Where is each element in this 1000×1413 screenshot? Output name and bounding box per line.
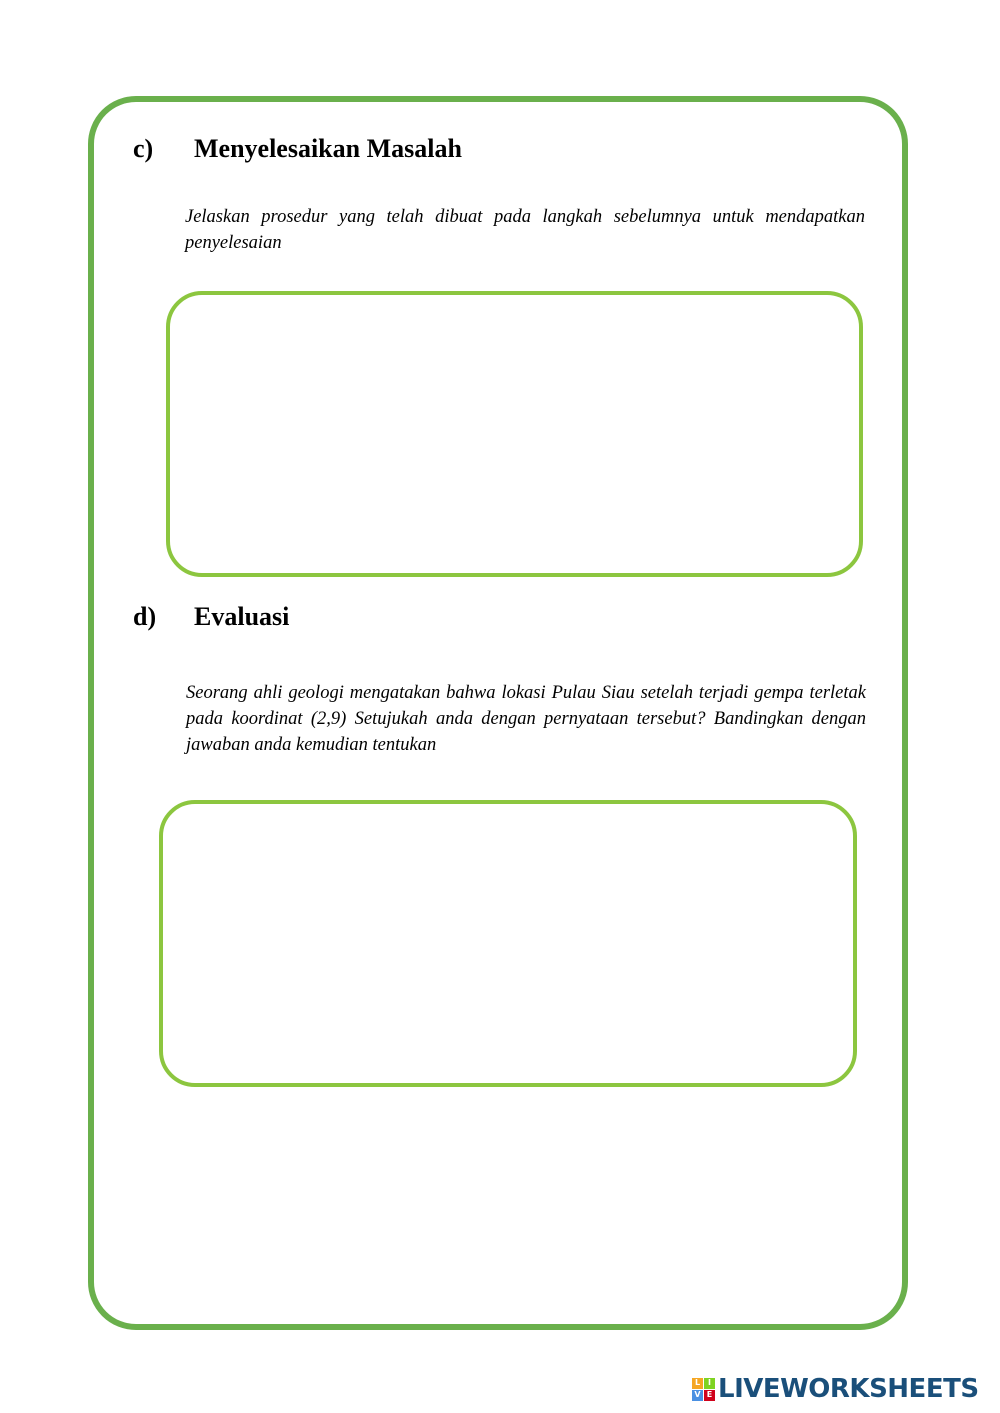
section-d-title: Evaluasi <box>194 602 290 631</box>
logo-cell: V <box>692 1390 703 1401</box>
section-c-letter: c) <box>133 134 154 163</box>
section-c-instruction: Jelaskan prosedur yang telah dibuat pada langkah sebelumnya untuk mendapatkan penyelesaian <box>185 207 865 253</box>
section-d-instruction: Seorang ahli geologi mengatakan bahwa lokasi Pulau Siau setelah terjadi gempa terletak pada koordinat (2,9) Setujukah anda dengan pernyataan tersebut? Bandingkan dengan jawaban anda kemudian tentukan <box>186 683 866 755</box>
logo-text: LIVEWORKSHEETS <box>718 1374 979 1404</box>
logo-cell: E <box>704 1390 715 1401</box>
logo-cell: L <box>692 1378 703 1389</box>
section-c-answer-box[interactable] <box>166 291 863 577</box>
section-d-answer-box[interactable] <box>159 800 857 1087</box>
section-c-title: Menyelesaikan Masalah <box>194 134 462 163</box>
logo-cell: I <box>704 1378 715 1389</box>
section-c-heading <box>133 134 833 164</box>
logo-mark-icon <box>692 1378 715 1401</box>
section-d-heading <box>133 602 833 632</box>
liveworksheets-logo[interactable] <box>692 1374 979 1404</box>
section-d-letter: d) <box>133 602 157 631</box>
